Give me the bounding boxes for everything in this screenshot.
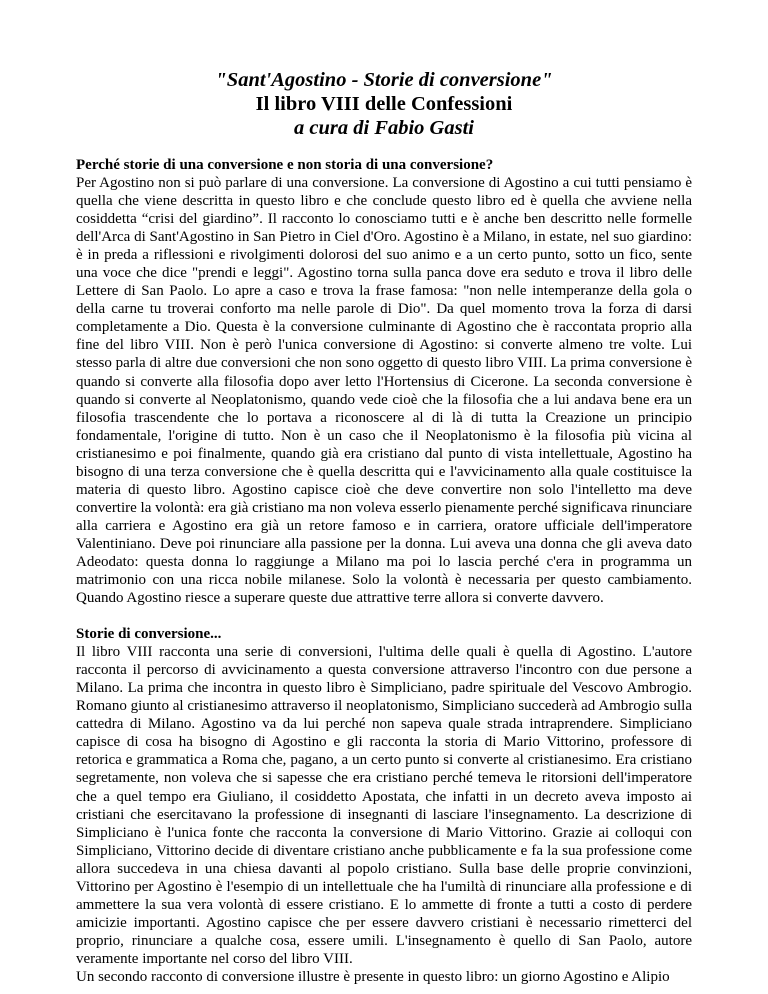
section-2-paragraph-continued: Un secondo racconto di conversione illustre è presente in questo libro: un giorno Agostino e Alipio [76,968,670,985]
title-line-3: a cura di Fabio Gasti [294,117,474,139]
section-2-heading: Storie di conversione... [76,626,222,643]
document-title [76,68,692,140]
title-line-1: "Sant'Agostino - Storie di conversione" [215,69,553,91]
section-1-paragraph: Per Agostino non si può parlare di una conversione. La conversione di Agostino a cui tutti pensiamo è quella che viene descritta in questo libro e che conclude questo libro ed è quella che avviene nella cosiddetta “crisi del giardino”. Il racconto lo conosciamo tutti e è anche ben descritto nelle formelle dell'Arca di Sant'Agostino in San Pietro in Ciel d'Oro. Agostino è a Milano, in estate, nel suo giardino: è in preda a riflessioni e rivolgimenti dolorosi del suo animo e a un certo punto, sotto un fico, sente una voce che dice "prendi e leggi". Agostino torna sulla panca dove era seduto e trova il libro delle Lettere di San Paolo. Lo apre a caso e trova la frase famosa: "non nelle intemperanze della gola o della carne tu troverai conforto ma nelle parole di Dio". Da quel momento trova la forza di darsi completamente a Dio. Questa è la conversione culminante di Agostino che è raccontata proprio alla fine del libro VIII. Non è però l'unica conversione di Agostino: si converte almeno tre volte. Lui stesso parla di altre due conversioni che non sono oggetto di questo libro VIII. La prima conversione è quando si converte alla filosofia dopo aver letto l'Hortensius di Cicerone. La seconda conversione è quando si converte al Neoplatonismo, quando vede cioè che la filosofia che a lui andava bene era un filosofia trascendente che lo portava a riconoscere al di là di tutta la Creazione un principio fondamentale, l'origine di tutto. Non è un caso che il Neoplatonismo è la filosofia più vicina al cristianesimo e poi finalmente, quando già era cristiano dal punto di vista intellettuale, Agostino ha bisogno di una terza conversione che è quella descritta qui e l'avvicinamento alla quale costituisce la materia di questo libro. Agostino capisce cioè che deve convertire non solo l'intelletto ma deve convertire la volontà: era già cristiano ma non voleva esserlo pienamente perché significava rinunciare alla carriera e Agostino era già un retore famoso e in carriera, oratore ufficiale dell'imperatore Valentiniano. Deve poi rinunciare alla passione per la donna. Lui aveva una donna che gli aveva dato Adeodato: questa donna lo raggiunge a Milano ma poi lo lascia perché c'era in programma un matrimonio con una ricca nobile milanese. Solo la volontà è necessaria per questo cambiamento. Quando Agostino riesce a superare queste due attrattive terre allora si converte davvero. [76,175,692,607]
section-2-paragraph: Il libro VIII racconta una serie di conversioni, l'ultima delle quali è quella di Agostino. L'autore racconta il percorso di avvicinamento a questa conversione attraverso l'incontro con due persone a Milano. La prima che incontra in questo libro è Simpliciano, padre spirituale del Vescovo Ambrogio. Romano giunto al cristianesimo attraverso il neoplatonismo, Simpliciano succederà ad Ambrogio sulla cattedra di Milano. Agostino va da lui perché non sapeva quale strada intraprendere. Simpliciano capisce di cosa ha bisogno di Agostino e gli racconta la storia di Mario Vittorino, professore di retorica e grammatica a Roma che, pagano, a un certo punto si converte al cristianesimo. Era cristiano segretamente, non voleva che si sapesse che era cristiano perché temeva le ritorsioni dell'imperatore che a quel tempo era Giuliano, il cosiddetto Apostata, che infatti in un decreto aveva imposto ai cristiani che esercitavano la professione di insegnanti di lasciare l'insegnamento. La descrizione di Simpliciano è l'unica fonte che racconta la conversione di Mario Vittorino. Grazie ai colloqui con Simpliciano, Vittorino decide di diventare cristiano anche pubblicamente e fa la sua professione come allora succedeva in una chiesa davanti al popolo cristiano. Sulla base delle proprie convinzioni, Vittorino per Agostino è l'esempio di un intellettuale che ha l'umiltà di rinunciare alla professione e di ammettere la sua vera volontà di essere cristiano. E lo ammette di fronte a tutti a costo di perdere amicizie importanti. Agostino capisce che per essere davvero cristiani è necessario rimetterci del proprio, rinunciare a qualche cosa, essere umili. L'insegnamento è quello di San Paolo, autore veramente importante nel corso del libro VIII. [76,644,692,967]
section-spacer [76,607,692,625]
section-1-heading: Perché storie di una conversione e non storia di una conversione? [76,157,494,173]
title-line-2: Il libro VIII delle Confessioni [255,93,513,115]
